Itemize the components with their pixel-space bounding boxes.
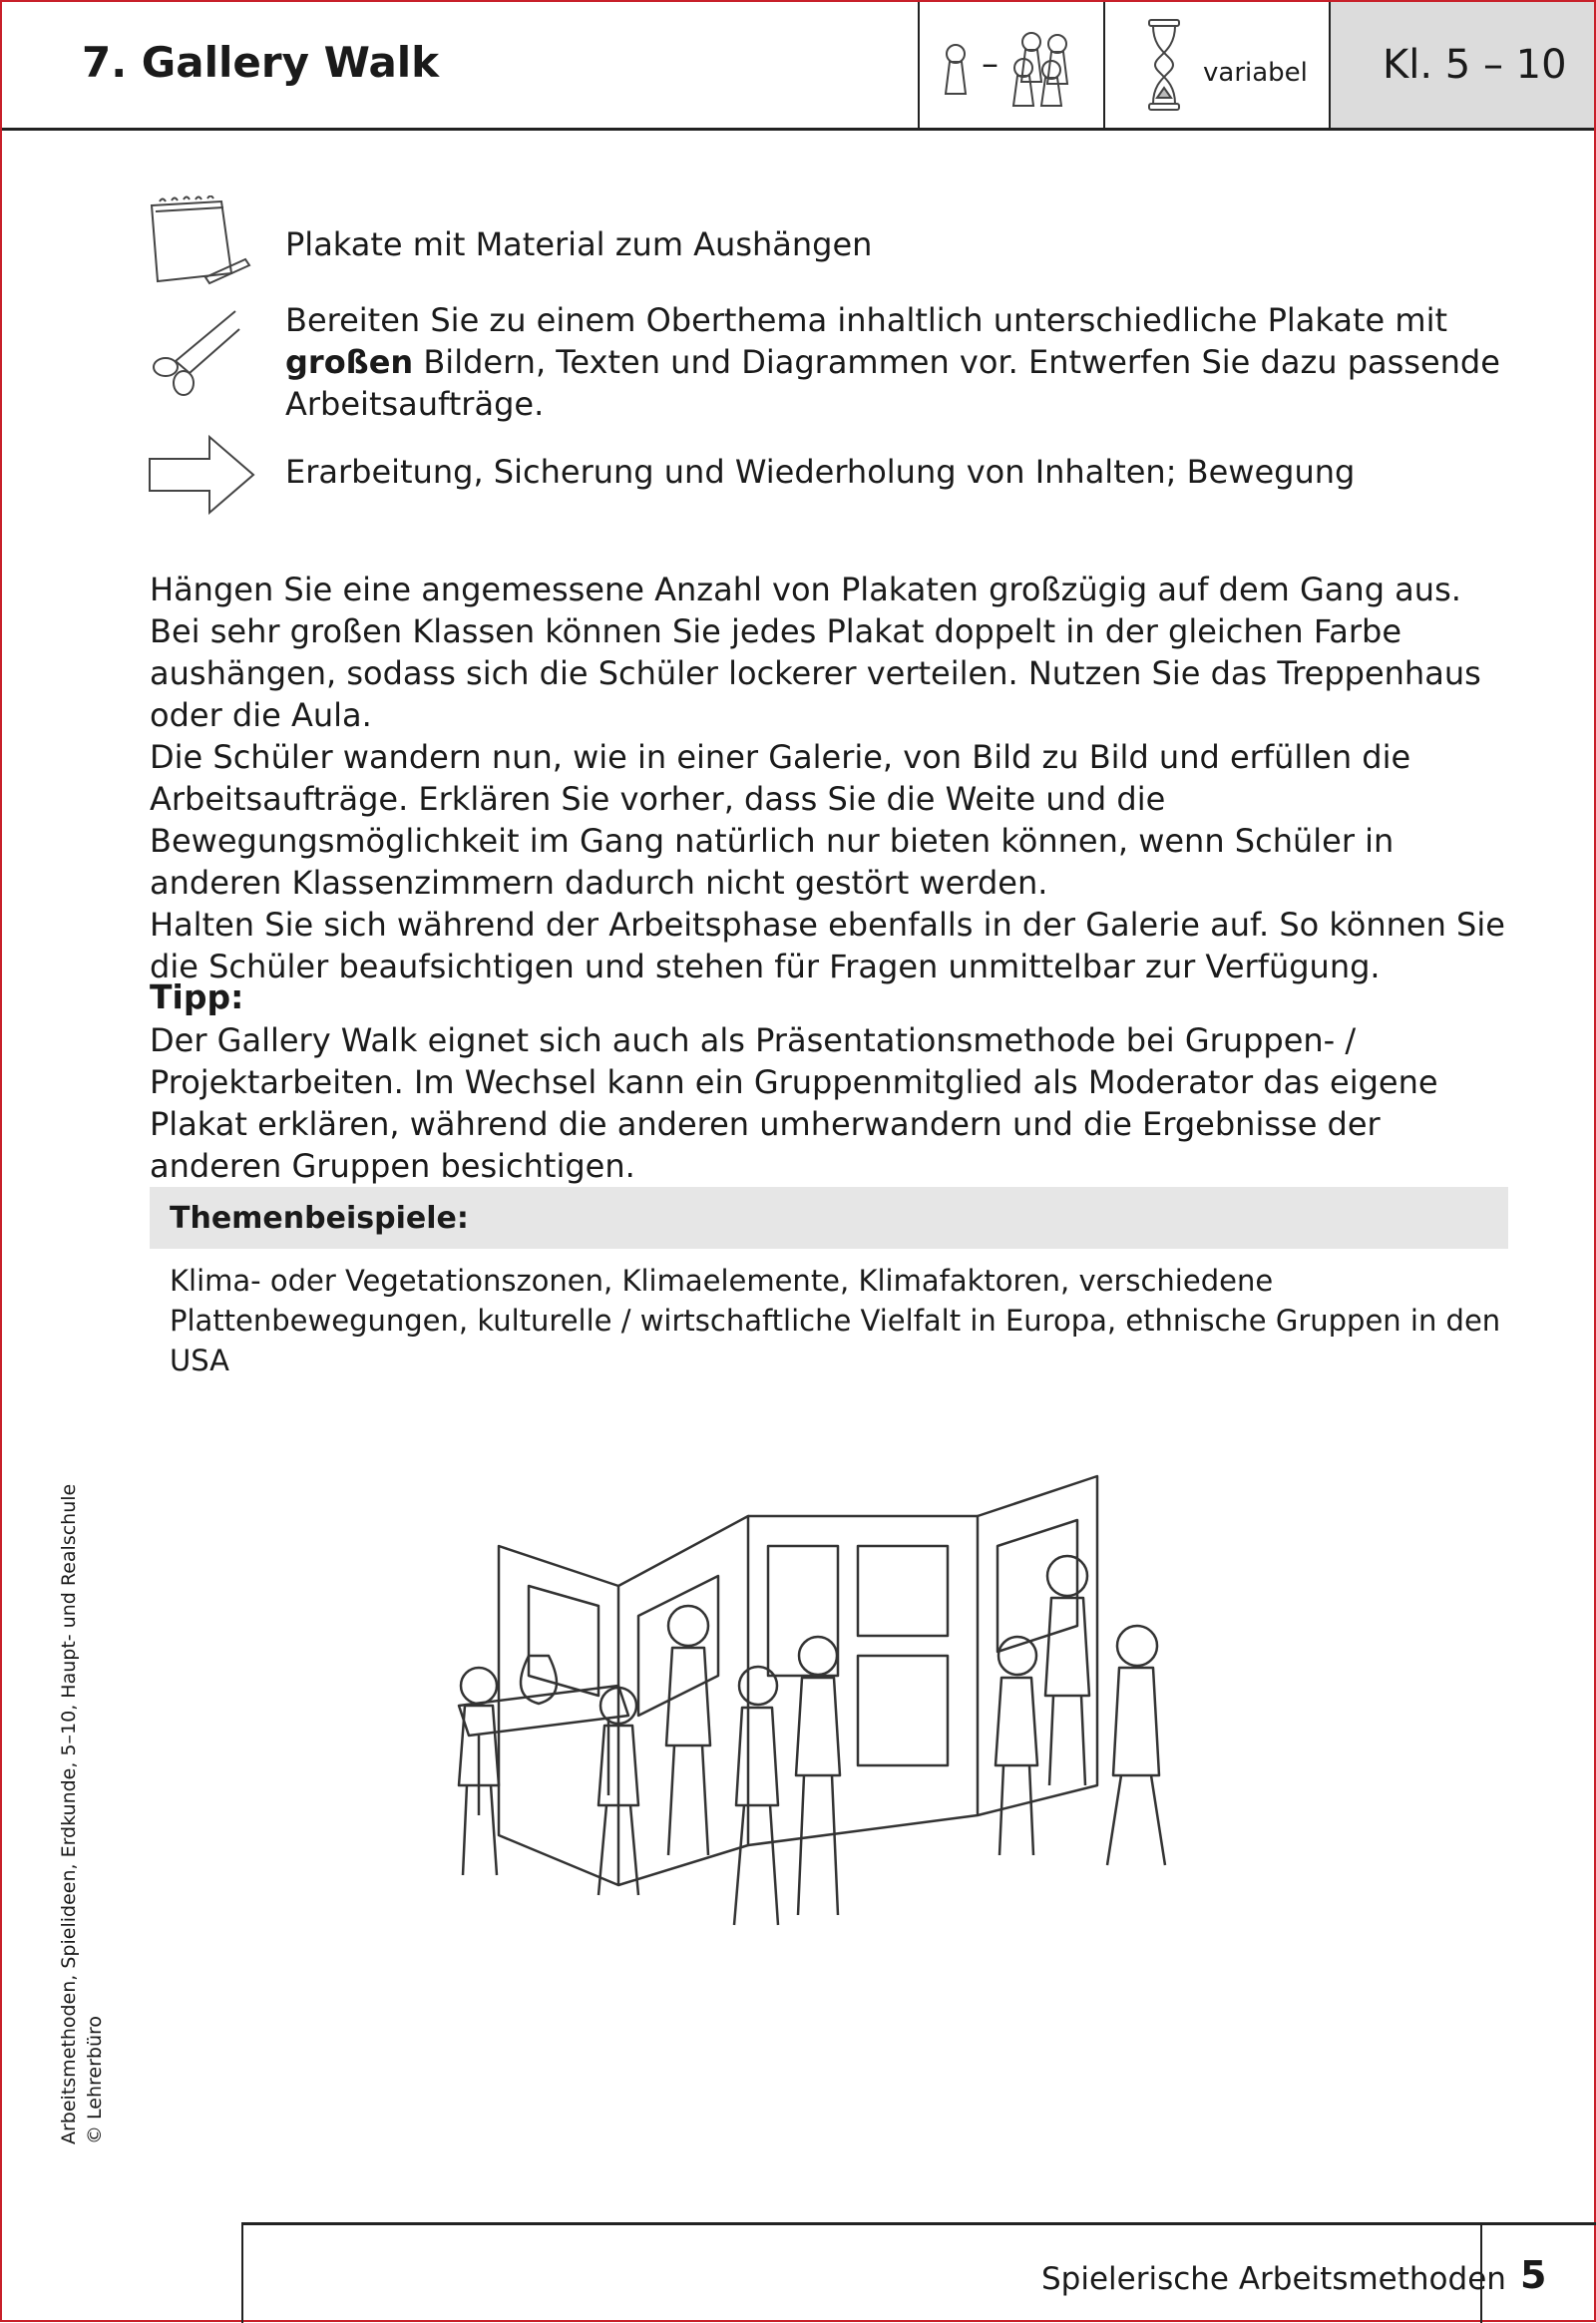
group-size-cell (920, 2, 1105, 128)
paragraph: Halten Sie sich während der Arbeitsphase ebenfalls in der Galerie auf. So können Sie die Schüler beaufsichtigen und stehen für Fragen unmittelbar zur Verfügung. (150, 906, 1505, 985)
themen-heading: Themenbeispiele: (170, 1201, 469, 1236)
time-label: variabel (1203, 58, 1308, 88)
student-figure (996, 1637, 1037, 1855)
footer (241, 2222, 1596, 2323)
tipp-heading: Tipp: (150, 977, 244, 1016)
page-title: 7. Gallery Walk (82, 38, 440, 87)
page-number-box (1480, 2225, 1596, 2323)
header (2, 2, 1594, 131)
themen-text: Klima- oder Vegetationszonen, Klimaelemente, Klimafaktoren, verschiedene Plattenbewegungen, kulturelle / wirtschaftliche Vielfalt in Europa, ethnische Gruppen in den USA (170, 1264, 1501, 1377)
body-text (150, 569, 1516, 987)
gallery-walk-illustration (419, 1456, 1247, 2015)
side-line: © Lehrerbüro (84, 2015, 106, 2144)
paragraph: Die Schüler wandern nun, wie in einer Galerie, von Bild zu Bild und erfüllen die Arbeitsaufträge. Erklären Sie vorher, dass Sie die Weite und die Bewegungsmöglichkeit im Gang natürlich nur bieten können, wenn Schüler in anderen Klassenzimmern dadurch nicht gestört werden. (150, 738, 1411, 902)
scissors-icon (146, 297, 265, 397)
themen-heading-bar (150, 1187, 1508, 1249)
people-icon (920, 2, 1103, 128)
tipp-text: Der Gallery Walk eignet sich auch als Präsentationsmethode bei Gruppen- / Projektarbeiten. Im Wechsel kann ein Gruppenmitglied als Moderator das eigene Plakat erklären, während die anderen umherwandern und die Ergebnisse der anderen Gruppen besichtigen. (150, 1021, 1438, 1185)
student-figure (666, 1606, 710, 1855)
student-figure (1107, 1626, 1165, 1865)
paragraph: Hängen Sie eine angemessene Anzahl von Plakaten großzügig auf dem Gang aus. Bei sehr großen Klassen können Sie jedes Plakat doppelt in der gleichen Farbe aushängen, sodass sich die Schüler lockerer verteilen. Nutzen Sie das Treppenhaus oder die Aula. (150, 571, 1481, 734)
class-cell (1331, 2, 1594, 128)
footer-section: Spielerische Arbeitsmethoden (1041, 2261, 1506, 2297)
notepad-icon (146, 195, 265, 285)
student-figure (734, 1667, 778, 1925)
hourglass-icon (1105, 2, 1195, 128)
preparation-text: Bereiten Sie zu einem Oberthema inhaltlich unterschiedliche Plakate mit großen Bildern, Texten und Diagrammen vor. Entwerfen Sie dazu passende Arbeitsaufträge. (285, 301, 1500, 423)
page-number: 5 (1520, 2253, 1547, 2297)
group-dash: – (982, 44, 998, 84)
class-label: Kl. 5 – 10 (1383, 42, 1567, 88)
title-cell (2, 2, 920, 128)
goal-text: Erarbeitung, Sicherung und Wiederholung von Inhalten; Bewegung (285, 453, 1356, 491)
copyright-side-text (56, 1484, 108, 2144)
side-line: Arbeitsmethoden, Spielideen, Erdkunde, 5–10, Haupt- und Realschule (58, 1483, 80, 2144)
time-cell (1105, 2, 1331, 128)
arrow-icon (146, 431, 265, 521)
material-text: Plakate mit Material zum Aushängen (285, 225, 873, 263)
emphasis-word: großen (285, 343, 414, 381)
student-figure (1045, 1556, 1089, 1785)
student-figure (796, 1637, 840, 1915)
